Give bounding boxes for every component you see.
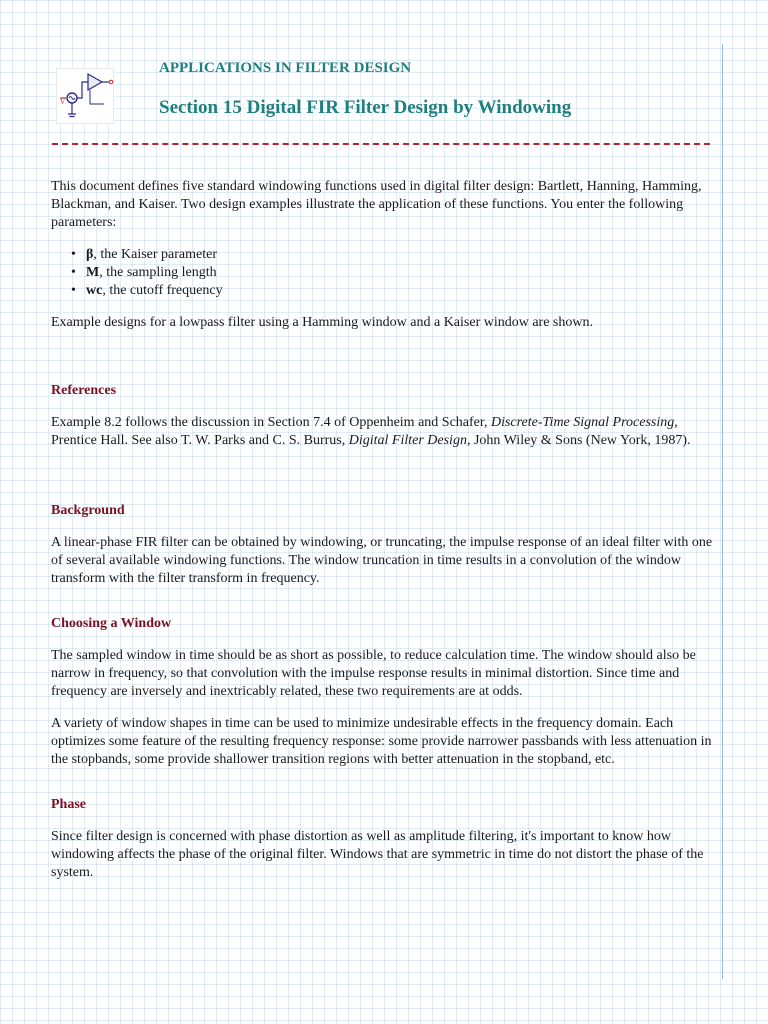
choosing-window-heading: Choosing a Window: [51, 616, 172, 631]
choosing-paragraph-1: The sampled window in time should be as short as possible, to reduce calculation time. The window should also be narrow in frequency, so that convolution with the impulse response results in minimal distortion. Since time and frequency are inversely and inextricably related, these two requirements are at odds.: [51, 648, 696, 699]
references-heading: References: [51, 383, 117, 398]
param-symbol: M: [86, 265, 100, 280]
document-body: [51, 178, 716, 882]
list-item: [71, 246, 716, 264]
page-title: Section 15 Digital FIR Filter Design by Windowing: [159, 97, 572, 118]
book-title: Discrete-Time Signal Processing: [490, 415, 675, 430]
references-text: Example 8.2 follows the discussion in Section 7.4 of Oppenheim and Schafer,: [51, 415, 491, 430]
param-symbol: β: [86, 247, 94, 262]
list-item: [71, 282, 716, 300]
filter-circuit-icon: [56, 68, 114, 124]
list-item: [71, 264, 716, 282]
book-title: Digital Filter Design: [348, 433, 467, 448]
header-divider: [52, 143, 710, 145]
param-symbol: wc: [86, 283, 103, 298]
document-kicker: APPLICATIONS IN FILTER DESIGN: [159, 60, 412, 76]
phase-heading: Phase: [51, 797, 86, 812]
background-heading: Background: [51, 503, 125, 518]
param-description: , the cutoff frequency: [102, 283, 223, 298]
param-description: , the sampling length: [99, 265, 217, 280]
references-paragraph: [51, 414, 716, 450]
intro-paragraph: This document defines five standard windowing functions used in digital filter design: Bartlett, Hanning, Hamming, Blackman, and Kaiser. Two design examples illustrate the application of these functions. You enter the following parameters:: [51, 179, 702, 230]
param-description: , the Kaiser parameter: [93, 247, 217, 262]
references-text: , Prentice Hall. See also T. W. Parks and C. S. Burrus,: [51, 415, 678, 448]
references-text: , John Wiley & Sons (New York, 1987).: [466, 433, 691, 448]
phase-paragraph: Since filter design is concerned with phase distortion as well as amplitude filtering, it's important to know how windowing affects the phase of the original filter. Windows that are symmetric in time do not distort the phase of the system.: [51, 829, 704, 880]
examples-paragraph: Example designs for a lowpass filter using a Hamming window and a Kaiser window are shown.: [51, 315, 593, 330]
page-margin-rule: [722, 44, 723, 979]
choosing-paragraph-2: A variety of window shapes in time can be used to minimize undesirable effects in the frequency domain. Each optimizes some feature of the resulting frequency response: some provide narrower passbands with less attenuation in the stopbands, some provide shallower transition regions with better attenuation in the stopband, etc.: [51, 716, 712, 767]
background-paragraph: A linear-phase FIR filter can be obtained by windowing, or truncating, the impulse response of an ideal filter with one of several available windowing functions. The window truncation in time results in a convolution of the window transform with the filter transform in frequency.: [51, 535, 713, 586]
svg-text:V: V: [60, 98, 66, 106]
parameter-list: [51, 246, 716, 300]
